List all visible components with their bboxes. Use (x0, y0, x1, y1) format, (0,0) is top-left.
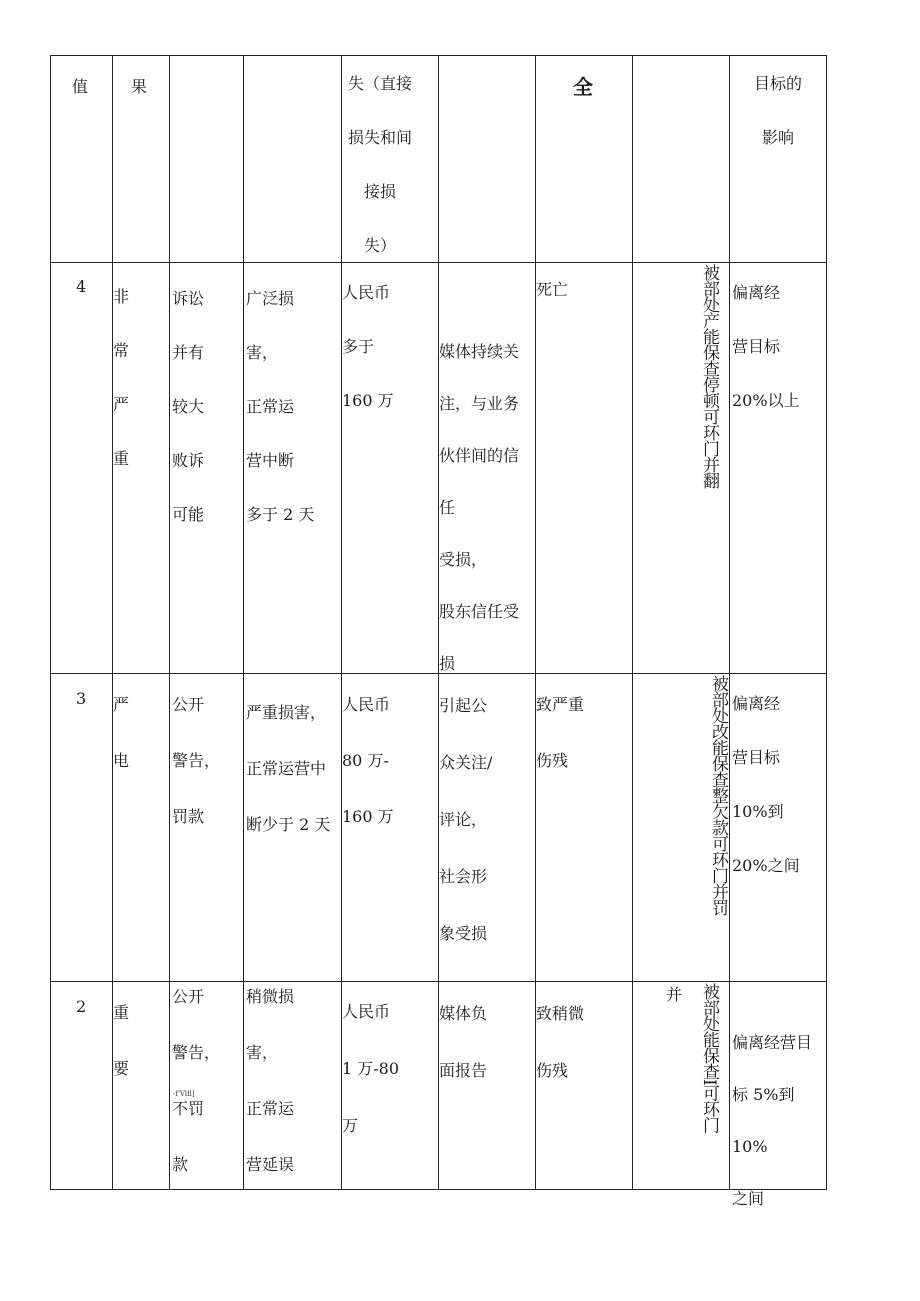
row-level-2-reputation: 媒体负 面报告 (439, 1004, 488, 1080)
row-level-4-reputation: 媒体持续关 注，与业务 伙伴间的信 任 受损， 股东信任受 损 (439, 342, 520, 673)
row-level-2-safety: 致稍微 伤残 (536, 1004, 585, 1080)
table-border-left (50, 55, 51, 1190)
row-level-3-reputation: 引起公 众关注/ 评论， 社会形 象受损 (439, 696, 493, 943)
row-level-3-financial: 人民币 80 万- 160 万 (342, 695, 394, 826)
row-level-3-environment: 被部处改能保查整欠款可环门并罚 (708, 675, 728, 915)
row-level-2-legal-note: -f'Vlfl] (173, 1090, 195, 1098)
row-level-2-environment: 被部处能保查I可环门 (699, 983, 719, 1133)
row-level-4-environment: 被部处产能保查停顿可环门并翻 (699, 264, 719, 488)
column-divider (169, 55, 170, 1190)
row-level-3-goal-impact: 偏离经 营目标 10%到 20%之间 (732, 694, 800, 875)
table-border-bottom (50, 1189, 827, 1190)
row-level-4-value: 4 (76, 277, 87, 296)
row-level-2-value: 2 (76, 997, 87, 1016)
row-level-2-legal: 公开 警告， 不罚 款 (172, 987, 221, 1174)
row-level-2-result: 重 要 (113, 1003, 130, 1078)
risk-table (50, 55, 827, 1208)
row-level-2-operations: 稍微损 害， 正常运 营延误 (246, 987, 295, 1174)
header-cell-result: 果 (131, 77, 148, 96)
row-level-4-safety: 死亡 (536, 280, 569, 299)
row-level-2-goal-impact: 偏离经营目 标 5%到 10% 之间 (732, 1033, 813, 1208)
row-divider (50, 262, 827, 263)
row-divider (50, 981, 827, 982)
row-level-3-safety: 致严重 伤残 (536, 695, 585, 770)
row-level-3-legal: 公开 警告， 罚款 (172, 695, 221, 826)
row-level-3-result: 严 电 (113, 695, 130, 770)
row-level-4-financial: 人民币 多于 160 万 (342, 283, 394, 410)
header-cell-goal-impact: 目标的 影响 (753, 74, 802, 147)
row-level-4-operations: 广泛损 害， 正常运 营中断 多于 2 天 (246, 289, 315, 524)
row-level-2-environment-mark: 并 (666, 985, 683, 1004)
header-cell-loss: 失（直接 损失和间 接损 失） (347, 74, 412, 255)
column-divider (243, 55, 244, 1190)
column-divider (729, 55, 730, 1190)
row-level-4-result: 非 常 严 重 (113, 287, 130, 468)
row-level-3-operations: 严重损害， 正常运营中 断少于 2 天 (246, 703, 331, 834)
row-level-4-goal-impact: 偏离经 营目标 20%以上 (732, 283, 800, 410)
table-border-top (50, 55, 827, 56)
row-level-4-legal: 诉讼 并有 较大 败诉 可能 (172, 289, 205, 524)
column-divider (632, 55, 633, 1190)
header-cell-safety: 全 (573, 75, 593, 99)
row-level-3-value: 3 (76, 689, 87, 708)
row-level-2-financial: 人民币 1 万-80 万 (342, 1002, 400, 1135)
header-cell-value: 值 (72, 77, 89, 96)
